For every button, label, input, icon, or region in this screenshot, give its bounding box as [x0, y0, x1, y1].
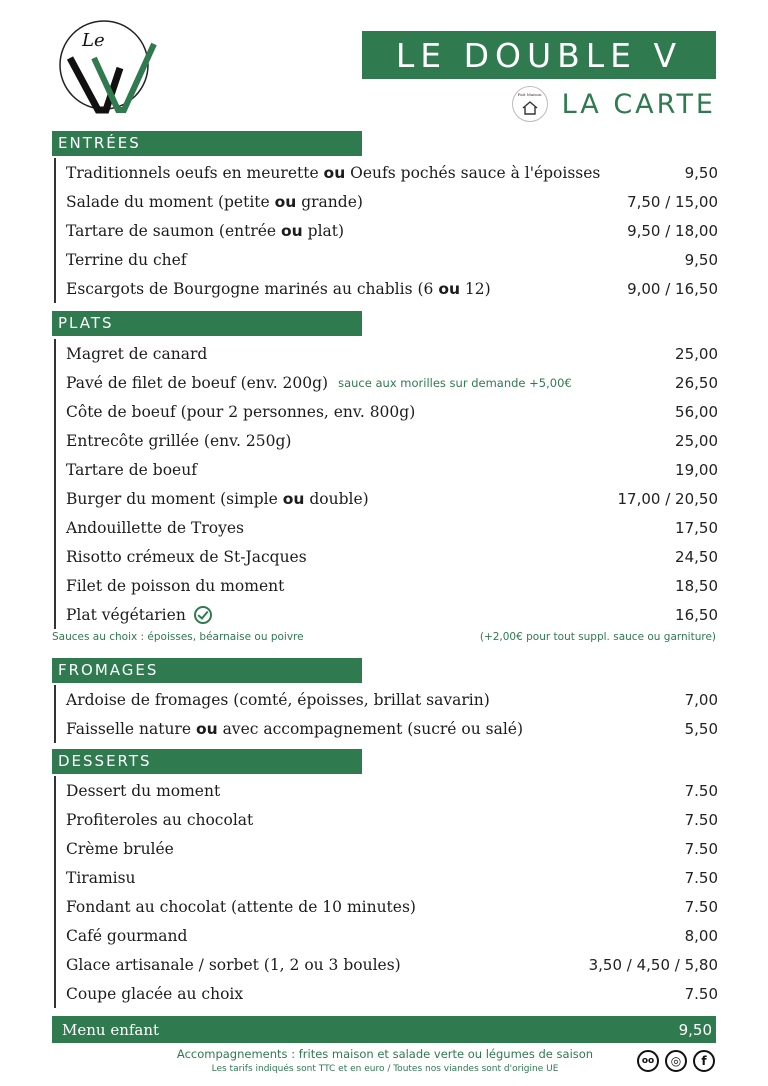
menu-item-price: 56,00	[675, 402, 718, 421]
menu-item-row	[56, 513, 718, 542]
menu-item-name	[66, 461, 197, 479]
menu-item-text: Ardoise de fromages (comté, époisses, brillat savarin)	[66, 690, 490, 709]
menu-enfant-label: Menu enfant	[62, 1020, 160, 1039]
menu-item-name	[66, 869, 136, 887]
menu-item-row	[56, 834, 718, 863]
desserts-list	[54, 776, 718, 1008]
menu-item-name	[66, 164, 600, 182]
menu-item-name	[66, 519, 244, 537]
menu-item-name	[66, 345, 207, 363]
section-header-plats: PLATS	[52, 311, 362, 336]
menu-item-price: 16,50	[675, 605, 718, 624]
instagram-icon[interactable]: ◎	[665, 1050, 687, 1072]
ou-connector: ou	[274, 192, 297, 211]
section-header-entrees: ENTRÉES	[52, 131, 362, 156]
footer-tarifs: Les tarifs indiqués sont TTC et en euro / Toutes nos viandes sont d'origine UE	[211, 1064, 559, 1074]
menu-item-text: Filet de poisson du moment	[66, 576, 285, 595]
menu-item-price: 7,00	[684, 690, 718, 709]
ou-connector: ou	[438, 279, 460, 298]
menu-item-price: 8,00	[684, 926, 718, 945]
menu-item-price: 18,50	[675, 576, 718, 595]
menu-item-price: 3,50 / 4,50 / 5,80	[588, 955, 718, 974]
menu-item-row	[56, 484, 718, 513]
menu-item-price: 9,50 / 18,00	[627, 221, 718, 240]
menu-subtitle: LA CARTE	[561, 88, 716, 120]
menu-item-name	[66, 956, 401, 974]
plats-list	[54, 339, 718, 629]
menu-item-row	[56, 274, 718, 303]
fait-maison-badge: Fait Maison	[512, 86, 548, 122]
fromages-list	[54, 685, 718, 743]
menu-item-price: 7.50	[684, 897, 718, 916]
menu-item-text: Burger du moment (simple	[66, 489, 283, 508]
menu-enfant-bar	[52, 1016, 716, 1043]
sauce-note-left: Sauces au choix : époisses, béarnaise ou poivre	[52, 631, 304, 643]
ou-connector: ou	[323, 163, 346, 182]
menu-item-row	[56, 776, 718, 805]
menu-item-text: Crème brulée	[66, 839, 174, 858]
menu-item-name	[66, 403, 415, 421]
menu-item-name	[66, 251, 187, 269]
menu-item-row	[56, 397, 718, 426]
menu-item-row	[56, 571, 718, 600]
menu-item-name	[66, 432, 291, 450]
ou-connector: ou	[282, 489, 305, 508]
menu-item-price: 9,50	[684, 163, 718, 182]
menu-item-text: Tiramisu	[66, 868, 136, 887]
menu-item-row	[56, 714, 718, 743]
footer-accompagnements: Accompagnements : frites maison et salade verte ou légumes de saison	[176, 1047, 594, 1061]
menu-item-price: 7.50	[684, 868, 718, 887]
menu-item-price: 7.50	[684, 984, 718, 1003]
ou-connector: ou	[195, 719, 218, 738]
menu-item-text: Dessert du moment	[66, 781, 221, 800]
menu-item-name	[66, 606, 212, 624]
menu-item-price: 26,50	[675, 373, 718, 392]
menu-item-row	[56, 455, 718, 484]
menu-item-text: Pavé de filet de boeuf (env. 200g)	[66, 373, 329, 392]
menu-item-price: 7.50	[684, 781, 718, 800]
menu-item-text: double)	[304, 489, 369, 508]
menu-item-price: 17,50	[675, 518, 718, 537]
menu-item-name	[66, 927, 187, 945]
sauce-note-right: (+2,00€ pour tout suppl. sauce ou garniture)	[479, 631, 716, 643]
menu-item-name	[66, 985, 243, 1003]
menu-item-price: 25,00	[675, 344, 718, 363]
menu-item-note: sauce aux morilles sur demande +5,00€	[338, 375, 572, 390]
sauce-note	[52, 631, 716, 643]
menu-item-row	[56, 245, 718, 274]
menu-item-text: Côte de boeuf (pour 2 personnes, env. 800g)	[66, 402, 416, 421]
menu-item-row	[56, 187, 718, 216]
menu-item-name	[66, 811, 253, 829]
menu-item-text: plat)	[302, 221, 345, 240]
menu-item-text: Traditionnels oeufs en meurette	[66, 163, 324, 182]
menu-item-text: Coupe glacée au choix	[66, 984, 244, 1003]
menu-item-text: 12)	[460, 279, 491, 298]
menu-item-name	[66, 374, 572, 392]
facebook-icon[interactable]: f	[693, 1050, 715, 1072]
menu-item-row	[56, 892, 718, 921]
menu-item-text: Fondant au chocolat (attente de 10 minutes)	[66, 897, 416, 916]
menu-item-name	[66, 840, 174, 858]
menu-item-text: Escargots de Bourgogne marinés au chablis (6	[66, 279, 439, 298]
menu-item-text: Terrine du chef	[66, 250, 187, 269]
menu-item-name	[66, 222, 344, 240]
menu-item-text: Glace artisanale / sorbet (1, 2 ou 3 boules)	[66, 955, 401, 974]
menu-item-name	[66, 720, 523, 738]
menu-item-text: Profiteroles au chocolat	[66, 810, 254, 829]
subtitle-row	[512, 86, 716, 122]
ou-connector: ou	[281, 221, 303, 240]
menu-item-price: 7.50	[684, 839, 718, 858]
menu-item-price: 9,50	[684, 250, 718, 269]
menu-item-row	[56, 158, 718, 187]
menu-item-text: Magret de canard	[66, 344, 208, 363]
menu-item-name	[66, 898, 416, 916]
restaurant-title: LE DOUBLE V	[362, 31, 716, 79]
menu-item-name	[66, 548, 307, 566]
menu-item-text: Risotto crémeux de St-Jacques	[66, 547, 307, 566]
menu-item-row	[56, 600, 718, 629]
menu-item-text: Tartare de boeuf	[66, 460, 197, 479]
menu-item-text: grande)	[296, 192, 363, 211]
menu-item-row	[56, 542, 718, 571]
menu-item-name	[66, 691, 490, 709]
menu-item-row	[56, 216, 718, 245]
menu-item-price: 19,00	[675, 460, 718, 479]
menu-item-row	[56, 339, 718, 368]
menu-item-text: Andouillette de Troyes	[66, 518, 245, 537]
vegetarian-check-icon	[194, 606, 212, 624]
menu-item-row	[56, 921, 718, 950]
tripadvisor-icon[interactable]: oo	[637, 1050, 659, 1072]
menu-item-price: 24,50	[675, 547, 718, 566]
menu-item-text: Oeufs pochés sauce à l'époisses	[345, 163, 601, 182]
restaurant-logo	[58, 18, 158, 114]
menu-item-text: Faisselle nature	[66, 719, 196, 738]
menu-item-price: 9,00 / 16,50	[627, 279, 718, 298]
menu-item-name	[66, 193, 363, 211]
svg-text:Le: Le	[82, 30, 105, 51]
menu-item-text: Café gourmand	[66, 926, 188, 945]
menu-item-row	[56, 685, 718, 714]
menu-item-row	[56, 863, 718, 892]
menu-item-text: Entrecôte grillée (env. 250g)	[66, 431, 292, 450]
menu-item-price: 5,50	[684, 719, 718, 738]
menu-item-row	[56, 950, 718, 979]
menu-item-name	[66, 280, 491, 298]
menu-item-text: Plat végétarien	[66, 605, 186, 624]
menu-item-row	[56, 426, 718, 455]
menu-item-text: avec accompagnement (sucré ou salé)	[217, 719, 524, 738]
entrees-list	[54, 158, 718, 303]
menu-item-name	[66, 782, 220, 800]
menu-item-text: Salade du moment (petite	[66, 192, 275, 211]
menu-item-price: 17,00 / 20,50	[617, 489, 718, 508]
menu-item-row	[56, 805, 718, 834]
menu-item-name	[66, 577, 284, 595]
menu-item-name	[66, 490, 369, 508]
menu-item-row	[56, 368, 718, 397]
section-header-desserts: DESSERTS	[52, 749, 362, 774]
social-links	[637, 1050, 715, 1072]
section-header-fromages: FROMAGES	[52, 658, 362, 683]
menu-item-text: Tartare de saumon (entrée	[66, 221, 282, 240]
menu-item-price: 25,00	[675, 431, 718, 450]
menu-item-price: 7.50	[684, 810, 718, 829]
menu-item-price: 7,50 / 15,00	[627, 192, 718, 211]
menu-enfant-price: 9,50	[678, 1020, 712, 1039]
menu-item-row	[56, 979, 718, 1008]
